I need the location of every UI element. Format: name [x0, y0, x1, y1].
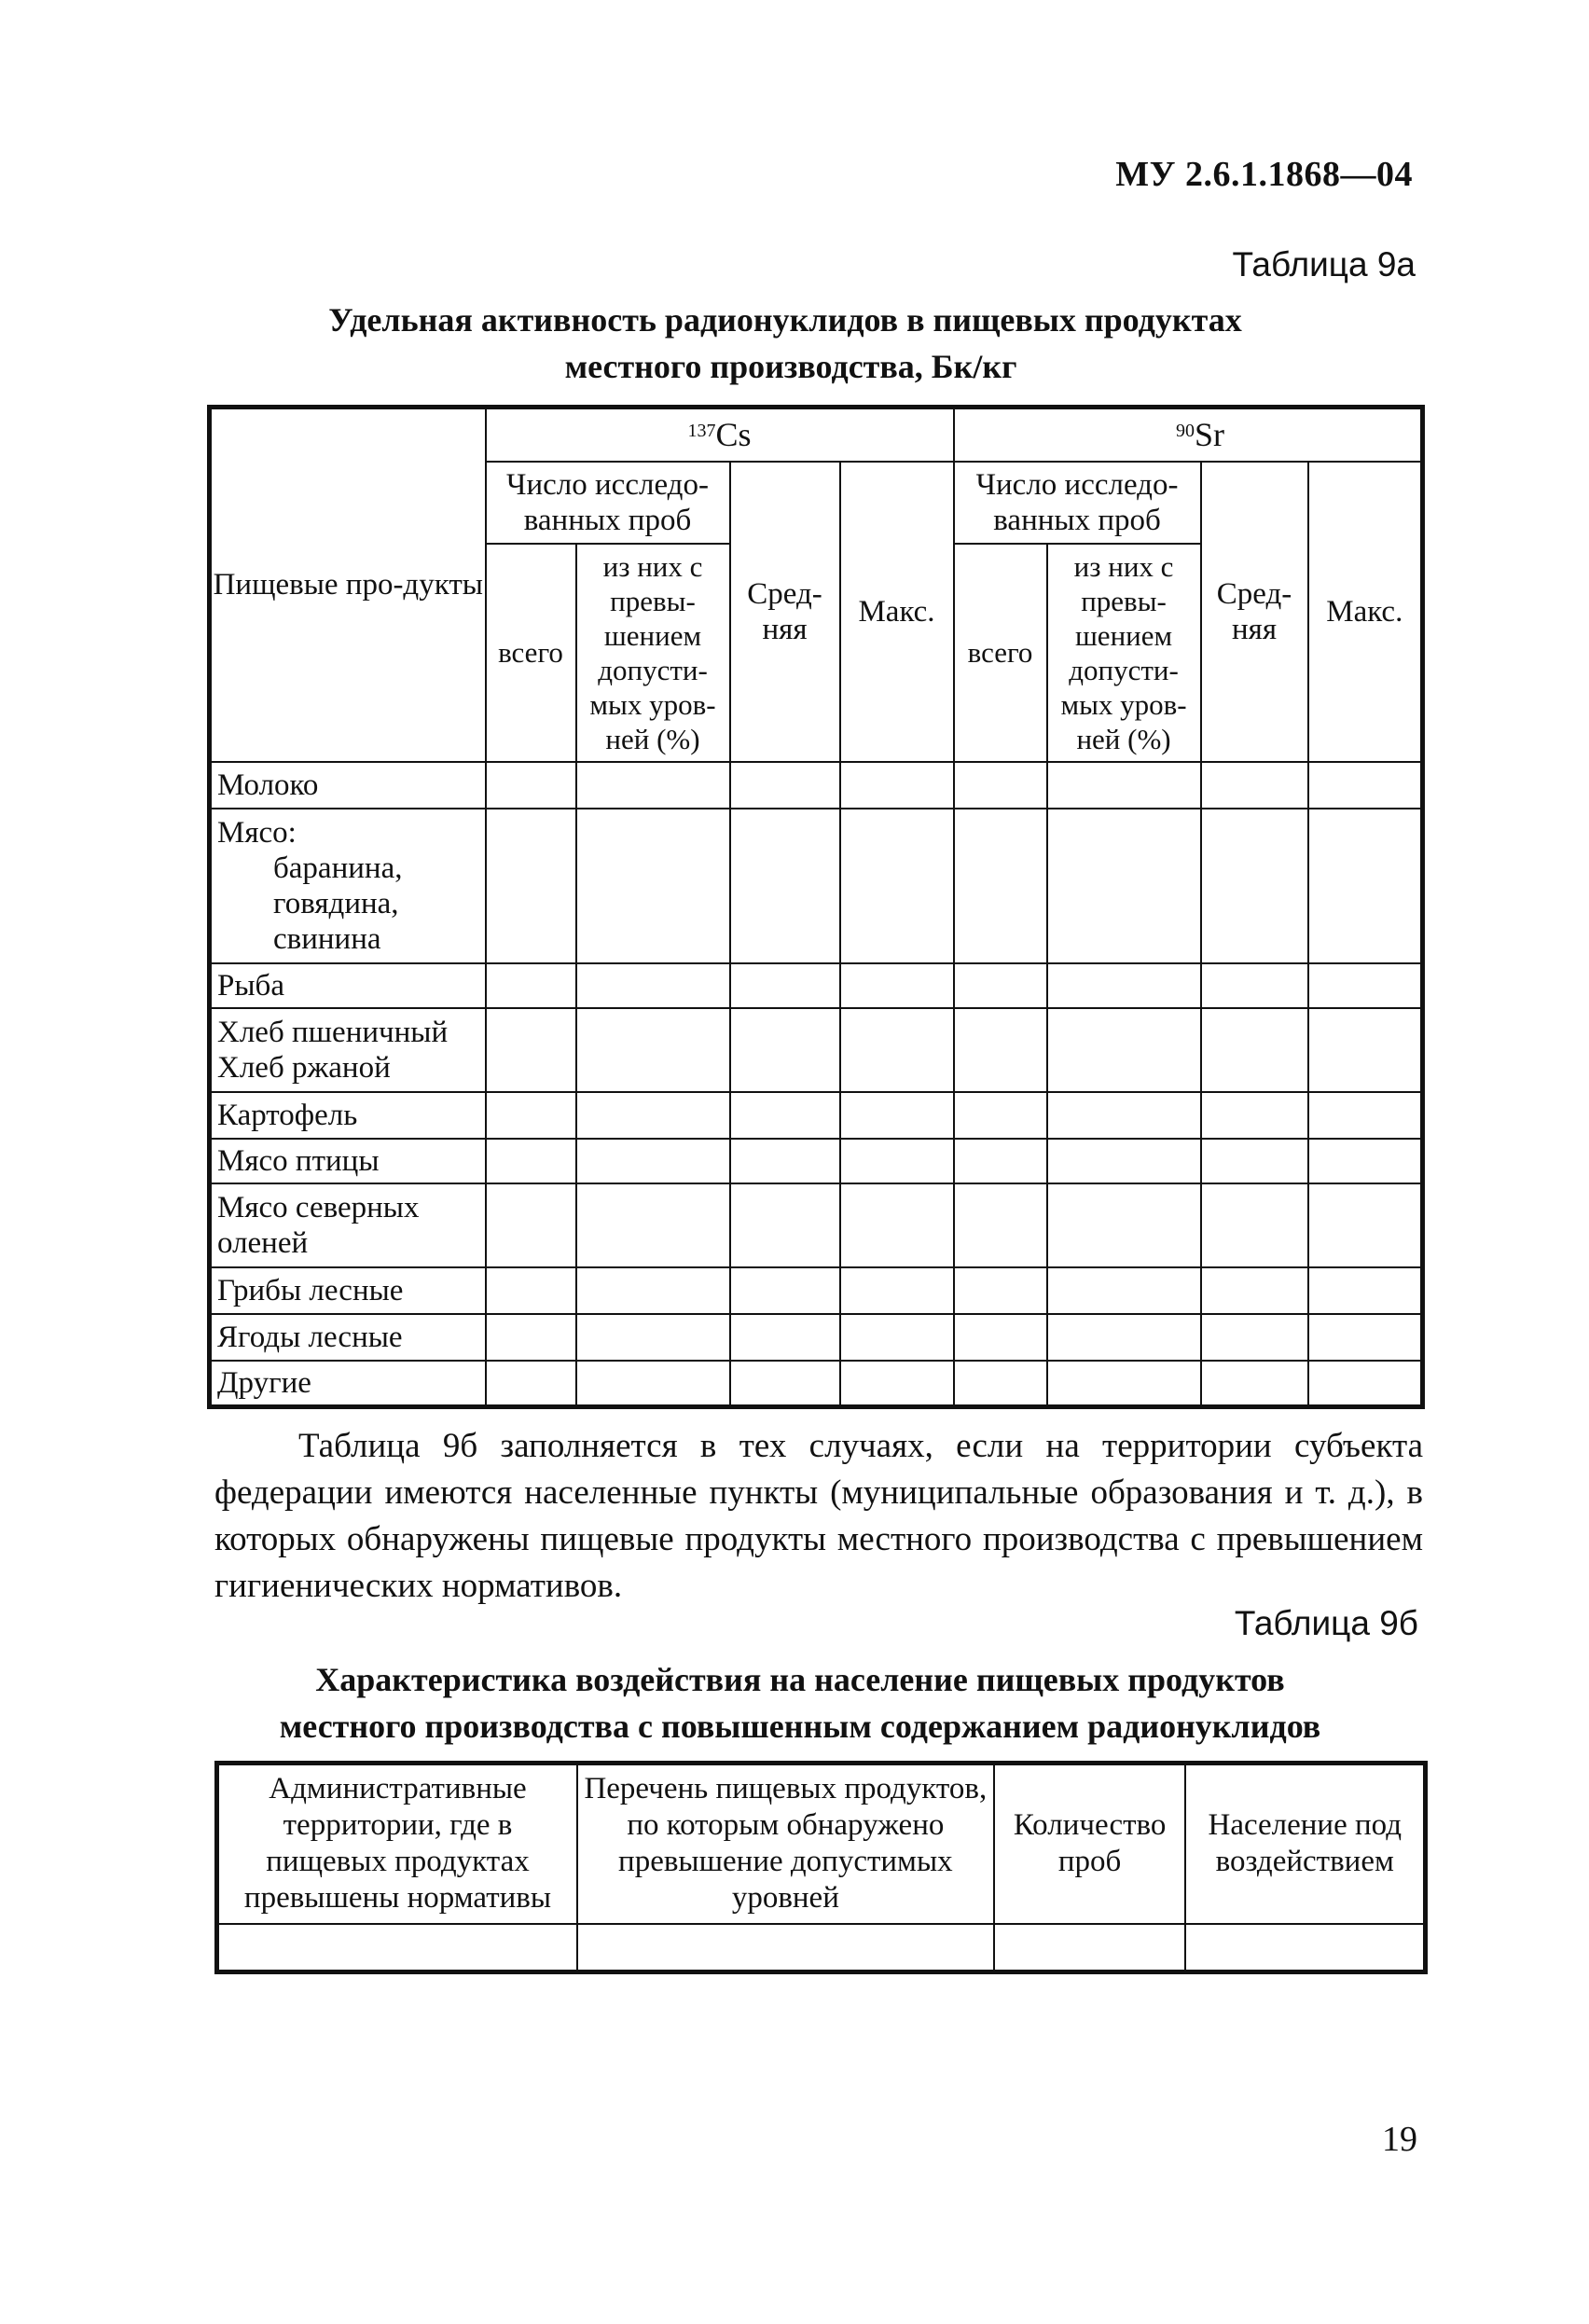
row-label-mushrooms: Грибы лесные — [210, 1267, 486, 1314]
table-row — [210, 1008, 1423, 1092]
row-label-milk: Молоко — [210, 762, 486, 809]
table-9b-title — [0, 1656, 1589, 1750]
header-territories: Административные территории, где в пищевых продуктах превышены нормативы — [217, 1764, 577, 1924]
table-9a-title-line2: местного производства, Бк/кг — [564, 348, 1017, 385]
header-sr-total: всего — [954, 544, 1047, 762]
meat-pork: свинина — [273, 921, 381, 956]
row-label-meat — [210, 809, 486, 963]
header-sample-count: Количество проб — [994, 1764, 1186, 1924]
header-sr-exceed: из них с превы-шением допусти-мых уров-ней (%) — [1047, 544, 1201, 762]
meat-beef: говядина, — [273, 886, 399, 920]
table-row — [210, 1314, 1423, 1361]
table-9a-title-line1: Удельная активность радионуклидов в пищевых продуктах — [328, 301, 1242, 339]
table-row — [217, 1924, 1426, 1972]
row-label-fish: Рыба — [210, 963, 486, 1008]
table-9b-title-line1: Характеристика воздействия на население пищевых продуктов — [315, 1661, 1285, 1698]
sr-symbol: Sr — [1195, 416, 1225, 454]
header-cs-total: всего — [486, 544, 576, 762]
table-9b-title-line2: местного производства с повышенным содержанием радионуклидов — [279, 1708, 1321, 1745]
header-population: Население под воздействием — [1185, 1764, 1425, 1924]
table-row — [210, 963, 1423, 1008]
row-label-other: Другие — [210, 1361, 486, 1407]
header-cs137 — [486, 408, 954, 462]
sr-mass-number: 90 — [1176, 421, 1195, 442]
meat-lamb: баранина, — [273, 851, 403, 885]
header-products: Пищевые про-дукты — [210, 408, 486, 762]
row-label-bread — [210, 1008, 486, 1092]
table-9a — [207, 405, 1425, 1409]
table-9b — [214, 1761, 1428, 1974]
header-products-list: Перечень пищевых продуктов, по которым обнаружено превышение допустимых уровней — [577, 1764, 994, 1924]
table-row — [210, 1092, 1423, 1139]
header-sr90 — [954, 408, 1423, 462]
table-row — [210, 1183, 1423, 1267]
paragraph-text: Таблица 9б заполняется в тех случаях, если на территории субъекта федерации имеются населенные пункты (муниципальные образования и т. д.), в которых обнаружены пищевые продукты местного производства с превышением гигиенических нормативов. — [214, 1427, 1423, 1605]
table-9b-label: Таблица 9б — [1234, 1604, 1418, 1642]
table-row — [210, 1139, 1423, 1183]
table-row — [210, 1361, 1423, 1407]
page-number: 19 — [1382, 2120, 1417, 2159]
header-cs-max: Макс. — [840, 462, 954, 762]
table-row — [210, 809, 1423, 963]
row-label-berries: Ягоды лесные — [210, 1314, 486, 1361]
cs-mass-number: 137 — [687, 421, 716, 442]
row-label-poultry: Мясо птицы — [210, 1139, 486, 1183]
header-cs-avg: Сред-няя — [730, 462, 840, 762]
table-row — [210, 1267, 1423, 1314]
header-sr-samples: Число исследо-ванных проб — [954, 462, 1201, 544]
meat-heading: Мясо: — [217, 815, 297, 850]
header-cs-samples: Число исследо-ванных проб — [486, 462, 730, 544]
explanatory-paragraph — [214, 1423, 1423, 1610]
header-sr-max: Макс. — [1308, 462, 1423, 762]
cs-symbol: Cs — [715, 416, 752, 454]
table-9a-title — [0, 297, 1589, 390]
bread-wheat: Хлеб пшеничный — [217, 1015, 449, 1049]
header-sr-avg: Сред-няя — [1201, 462, 1308, 762]
row-label-potato: Картофель — [210, 1092, 486, 1139]
row-label-reindeer: Мясо северных оленей — [210, 1183, 486, 1267]
document-code: МУ 2.6.1.1868—04 — [1115, 155, 1413, 194]
header-cs-exceed: из них с превы-шением допусти-мых уров-ней (%) — [576, 544, 730, 762]
bread-rye: Хлеб ржаной — [217, 1050, 391, 1085]
table-9a-label: Таблица 9а — [1232, 245, 1416, 284]
table-row — [210, 762, 1423, 809]
